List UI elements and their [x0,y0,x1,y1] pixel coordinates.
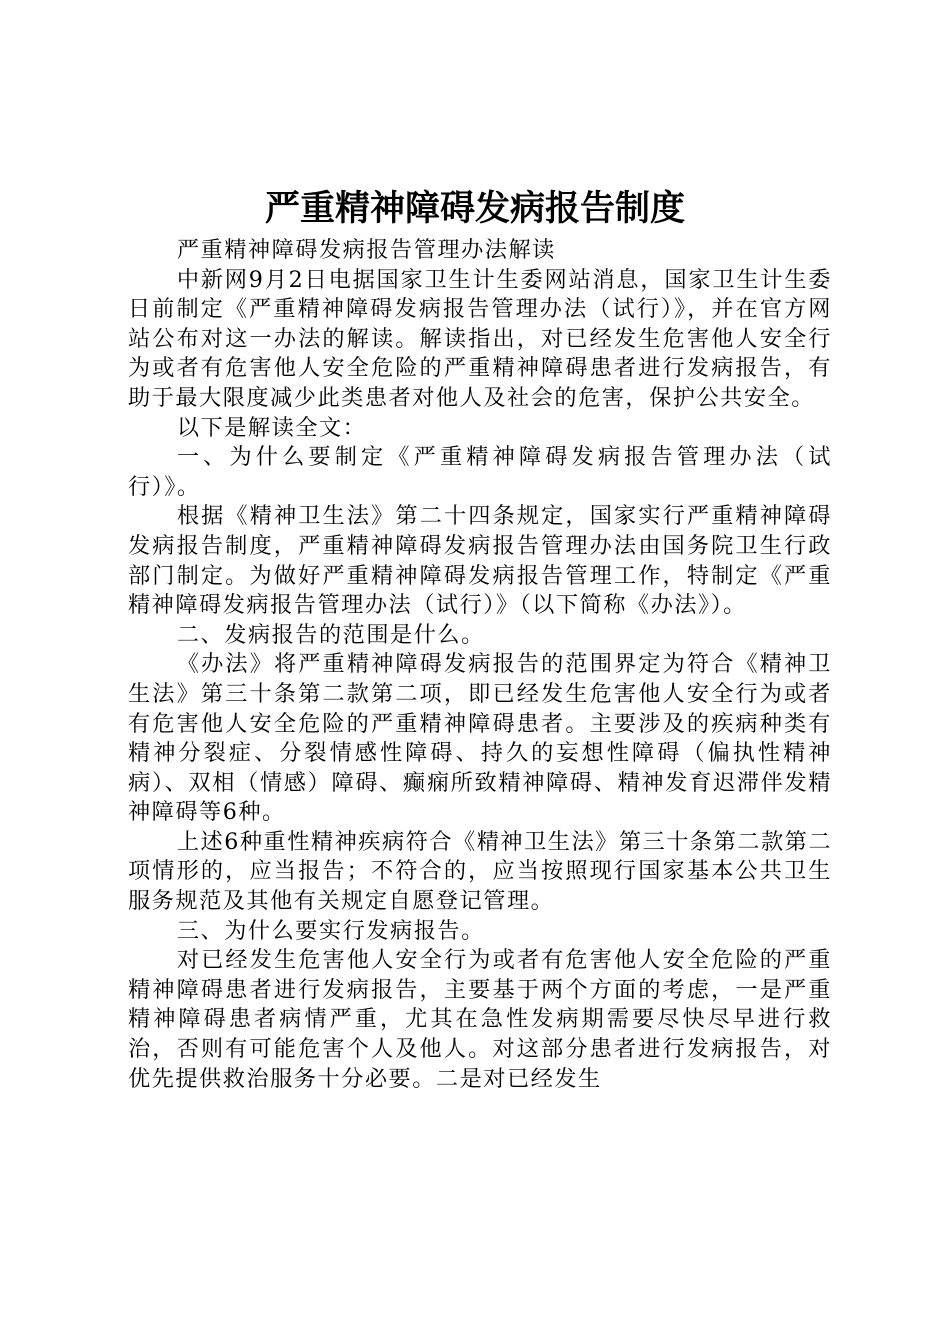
paragraph: 根据《精神卫生法》第二十四条规定，国家实行严重精神障碍发病报告制度，严重精神障碍发病报告管理办法由国务院卫生行政部门制定。为做好严重精神障碍发病报告管理工作，特制定《严重精神障碍发病报告管理办法（试行）》（以下简称《办法》）。 [128,503,832,619]
paragraph-subtitle: 严重精神障碍发病报告管理办法解读 [176,237,556,263]
paragraph: 对已经发生危害他人安全行为或者有危害他人安全危险的严重精神障碍患者进行发病报告，主要基于两个方面的考虑，一是严重精神障碍患者病情严重，尤其在急性发病期需要尽快尽早进行救治，否则有可能危害个人及他人。对这部分患者进行发病报告，对优先提供救治服务十分必要。二是对已经发生 [128,947,832,1092]
document-body [128,236,832,1094]
paragraph: 中新网9月2日电据国家卫生计生委网站消息，国家卫生计生委日前制定《严重精神障碍发病报告管理办法（试行）》，并在官方网站公布对这一办法的解读。解读指出，对已经发生危害他人安全行为或者有危害他人安全危险的严重精神障碍患者进行发病报告，有助于最大限度减少此类患者对他人及社会的危害，保护公共安全。 [128,266,832,411]
paragraph: 以下是解读全文： [176,414,367,441]
section-heading: 二、发病报告的范围是什么。 [176,621,485,648]
paragraph: 上述6种重性精神疾病符合《精神卫生法》第三十条第二款第二项情形的，应当报告；不符合的，应当按照现行国家基本公共卫生服务规范及其他有关规定自愿登记管理。 [128,828,833,915]
paragraph: 《办法》将严重精神障碍发病报告的范围界定为符合《精神卫生法》第三十条第二款第二项，即已经发生危害他人安全行为或者有危害他人安全危险的严重精神障碍患者。主要涉及的疾病种类有精神分裂症、分裂情感性障碍、持久的妄想性障碍（偏执性精神病）、双相（情感）障碍、癫痫所致精神障碍、精神发育迟滞伴发精神障碍等6种。 [128,651,832,826]
section-heading: 一、为什么要制定《严重精神障碍发病报告管理办法（试行）》。 [128,444,832,500]
section-heading: 三、为什么要实行发病报告。 [176,917,485,944]
document-title: 严重精神障碍发病报告制度 [264,188,685,229]
